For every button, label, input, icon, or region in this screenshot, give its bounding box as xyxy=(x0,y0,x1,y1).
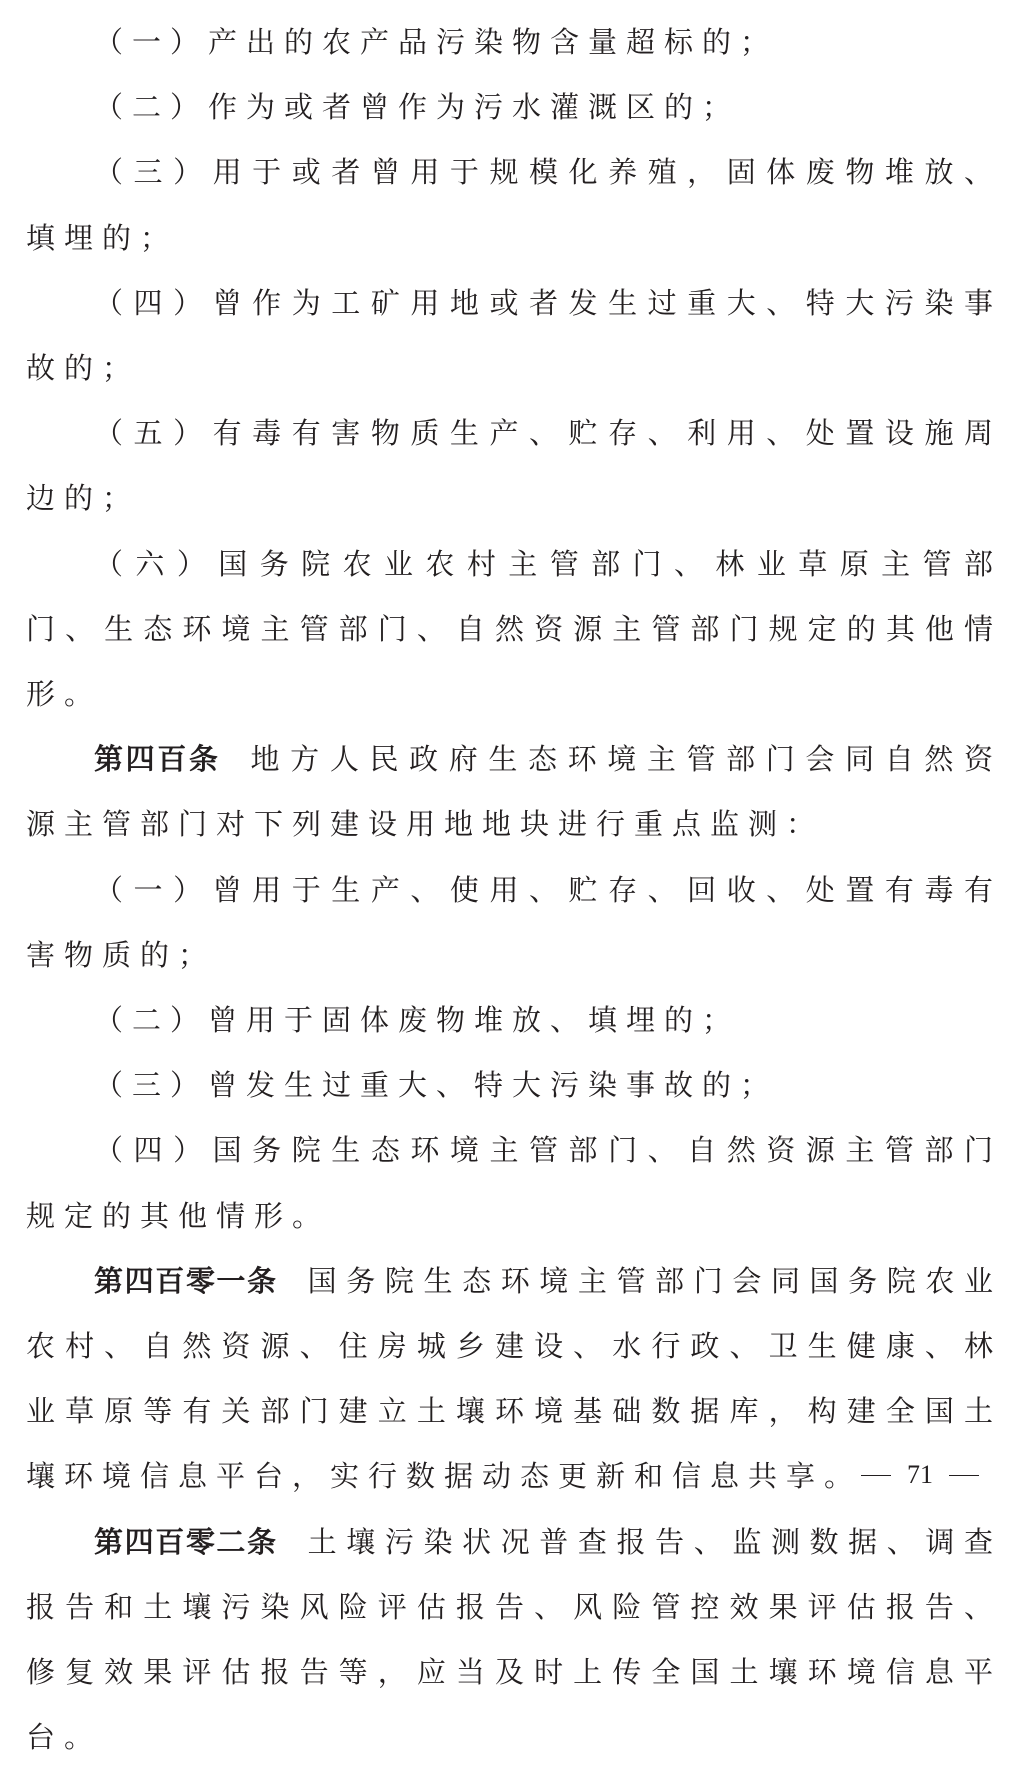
paragraph xyxy=(26,532,1002,728)
paragraph xyxy=(26,858,1002,988)
document-body xyxy=(26,10,1002,1770)
paragraph-text: 国务院生态环境主管部门会同国务院农业农村、自然资源、住房城乡建设、水行政、卫生健康、林业草原等有关部门建立土壤环境基础数据库，构建全国土壤环境信息平台，实行数据动态更新和信息共享。 xyxy=(26,1263,1002,1494)
article-heading: 第四百条 xyxy=(94,742,221,777)
paragraph-text: （三）曾发生过重大、特大污染事故的； xyxy=(94,1068,779,1103)
paragraph xyxy=(26,401,1002,531)
paragraph-text: 土壤污染状况普查报告、监测数据、调查报告和土壤污染风险评估报告、风险管控效果评估报告、修复效果评估报告等，应当及时上传全国土壤环境信息平台。 xyxy=(26,1524,1002,1755)
paragraph-text: （五）有毒有害物质生产、贮存、利用、处置设施周边的； xyxy=(26,416,1002,516)
paragraph xyxy=(26,271,1002,401)
article-paragraph xyxy=(26,1510,1002,1770)
footer-dash-left xyxy=(861,1475,891,1476)
page-footer xyxy=(840,1452,1000,1498)
paragraph xyxy=(26,10,1002,75)
paragraph xyxy=(26,1053,1002,1118)
page-number: 71 xyxy=(907,1460,933,1489)
paragraph-text: （四）国务院生态环境主管部门、自然资源主管部门规定的其他情形。 xyxy=(26,1133,1002,1233)
paragraph-text: （一）曾用于生产、使用、贮存、回收、处置有毒有害物质的； xyxy=(26,872,1002,972)
paragraph xyxy=(26,1118,1002,1248)
paragraph-text: （二）曾用于固体废物堆放、填埋的； xyxy=(94,1003,741,1038)
article-paragraph xyxy=(26,727,1002,857)
footer-dash-right xyxy=(949,1475,979,1476)
paragraph-text: （四）曾作为工矿用地或者发生过重大、特大污染事故的； xyxy=(26,285,1002,386)
paragraph-text: （三）用于或者曾用于规模化养殖，固体废物堆放、填埋的； xyxy=(26,155,1002,255)
paragraph-text: （六）国务院农业农村主管部门、林业草原主管部门、生态环境主管部门、自然资源主管部门规定的其他情形。 xyxy=(26,546,1002,712)
paragraph-text: （一）产出的农产品污染物含量超标的； xyxy=(94,25,779,59)
paragraph xyxy=(26,75,1002,140)
article-heading: 第四百零一条 xyxy=(94,1263,278,1298)
paragraph xyxy=(26,140,1002,270)
paragraph-text: 地方人民政府生态环境主管部门会同自然资源主管部门对下列建设用地地块进行重点监测： xyxy=(26,742,1002,842)
paragraph xyxy=(26,988,1002,1053)
article-heading: 第四百零二条 xyxy=(94,1524,278,1559)
paragraph-text: （二）作为或者曾作为污水灌溉区的； xyxy=(94,90,741,125)
